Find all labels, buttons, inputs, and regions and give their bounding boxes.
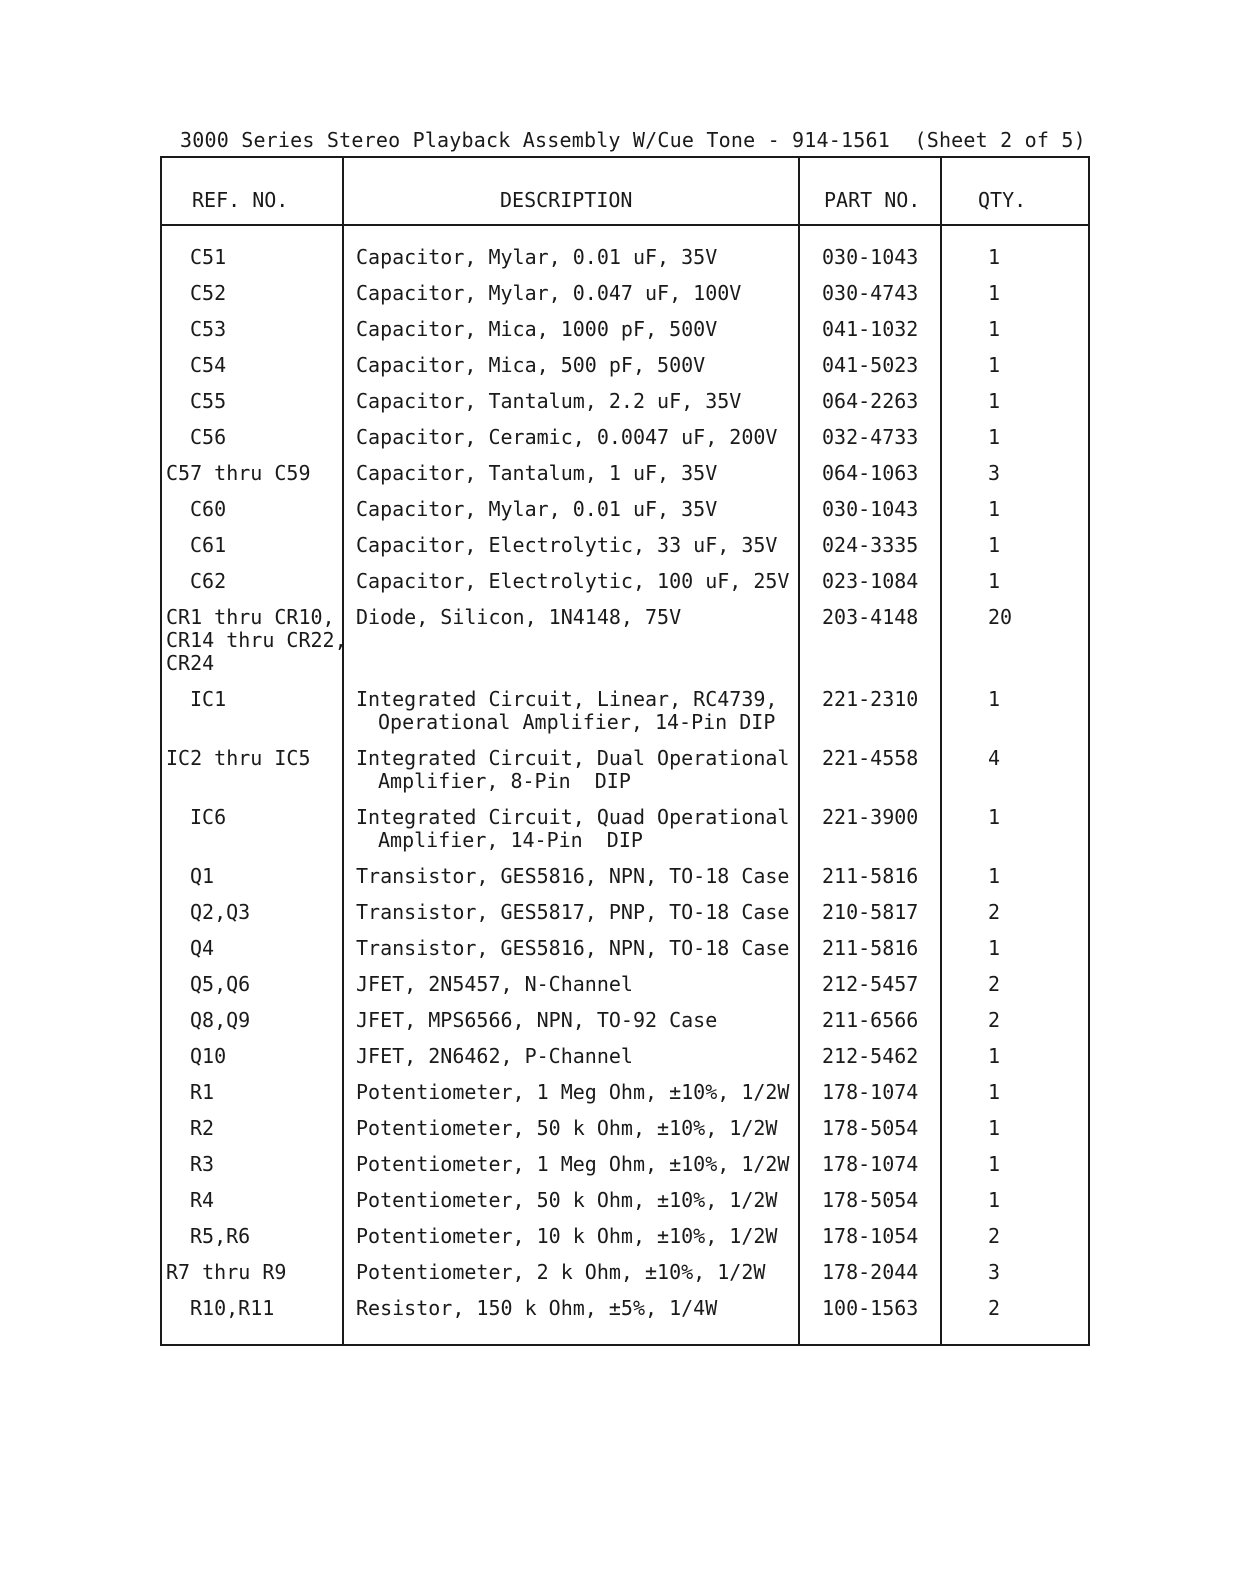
description-cell xyxy=(356,901,794,924)
qty-cell: 1 xyxy=(988,936,1001,960)
ref-no-cell xyxy=(190,426,366,449)
qty-cell: 1 xyxy=(988,1188,1001,1212)
ref-no-line: C56 xyxy=(190,425,227,449)
qty-cell: 1 xyxy=(988,864,1001,888)
description-line: Potentiometer, 10 k Ohm, ±10%, 1/2W xyxy=(356,1224,778,1248)
part-no-cell: 041-1032 xyxy=(822,317,919,341)
part-no-cell: 064-2263 xyxy=(822,389,919,413)
table-row xyxy=(162,937,1088,973)
qty-cell: 1 xyxy=(988,245,1001,269)
description-line: Potentiometer, 1 Meg Ohm, ±10%, 1/2W xyxy=(356,1080,790,1104)
part-no-cell: 100-1563 xyxy=(822,1296,919,1320)
part-no-cell: 211-5816 xyxy=(822,864,919,888)
qty-cell: 1 xyxy=(988,317,1001,341)
description-line: Capacitor, Mylar, 0.01 uF, 35V xyxy=(356,497,718,521)
table-row xyxy=(162,1117,1088,1153)
part-no-cell: 178-1074 xyxy=(822,1152,919,1176)
description-cell xyxy=(356,747,794,793)
description-cell xyxy=(356,1225,794,1248)
description-line: Capacitor, Ceramic, 0.0047 uF, 200V xyxy=(356,425,778,449)
part-no-cell: 024-3335 xyxy=(822,533,919,557)
ref-no-cell xyxy=(190,865,366,888)
ref-no-cell xyxy=(190,901,366,924)
part-no-cell: 023-1084 xyxy=(822,569,919,593)
description-cell xyxy=(356,865,794,888)
ref-no-line: R10,R11 xyxy=(190,1296,275,1320)
description-cell xyxy=(356,354,794,377)
ref-no-line: R3 xyxy=(190,1152,215,1176)
qty-cell: 1 xyxy=(988,497,1001,521)
description-cell xyxy=(356,1261,794,1284)
qty-cell: 3 xyxy=(988,461,1001,485)
ref-no-line: Q10 xyxy=(190,1044,227,1068)
ref-no-cell xyxy=(190,1045,366,1068)
qty-cell: 3 xyxy=(988,1260,1001,1284)
part-no-cell: 064-1063 xyxy=(822,461,919,485)
description-line: Transistor, GES5816, NPN, TO-18 Case xyxy=(356,936,790,960)
description-cell xyxy=(356,1045,794,1068)
description-line: Capacitor, Electrolytic, 100 uF, 25V xyxy=(356,569,790,593)
qty-cell: 1 xyxy=(988,1152,1001,1176)
ref-no-cell xyxy=(190,806,366,829)
description-cell xyxy=(356,973,794,996)
ref-no-cell xyxy=(190,973,366,996)
ref-no-line: Q5,Q6 xyxy=(190,972,251,996)
description-cell xyxy=(356,534,794,557)
description-line: Integrated Circuit, Quad Operational xyxy=(356,805,790,829)
part-no-cell: 178-5054 xyxy=(822,1116,919,1140)
ref-no-line: Q1 xyxy=(190,864,215,888)
description-cell xyxy=(356,806,794,852)
description-cell xyxy=(356,426,794,449)
part-no-cell: 221-4558 xyxy=(822,746,919,770)
table-row xyxy=(162,1153,1088,1189)
ref-no-cell xyxy=(190,498,366,521)
description-line: Capacitor, Mica, 1000 pF, 500V xyxy=(356,317,718,341)
description-cell xyxy=(356,1153,794,1176)
qty-cell: 1 xyxy=(988,1116,1001,1140)
qty-cell: 2 xyxy=(988,1224,1001,1248)
part-no-cell: 178-1054 xyxy=(822,1224,919,1248)
table-row xyxy=(162,1081,1088,1117)
table-row xyxy=(162,462,1088,498)
ref-no-line: R7 thru R9 xyxy=(166,1260,287,1284)
table-row xyxy=(162,1189,1088,1225)
table-row xyxy=(162,498,1088,534)
part-no-cell: 178-5054 xyxy=(822,1188,919,1212)
description-line: Amplifier, 8-Pin DIP xyxy=(378,769,631,793)
description-cell xyxy=(356,462,794,485)
table-row xyxy=(162,973,1088,1009)
ref-no-line: C53 xyxy=(190,317,227,341)
description-line: Integrated Circuit, Dual Operational xyxy=(356,746,790,770)
table-row xyxy=(162,354,1088,390)
ref-no-cell xyxy=(190,1297,366,1320)
ref-no-line: IC2 thru IC5 xyxy=(166,746,311,770)
qty-cell: 1 xyxy=(988,389,1001,413)
description-cell xyxy=(356,1009,794,1032)
description-line: Potentiometer, 1 Meg Ohm, ±10%, 1/2W xyxy=(356,1152,790,1176)
ref-no-cell xyxy=(190,1189,366,1212)
header-part-no: PART NO. xyxy=(824,188,921,212)
part-no-cell: 212-5462 xyxy=(822,1044,919,1068)
ref-no-line: C54 xyxy=(190,353,227,377)
qty-cell: 2 xyxy=(988,900,1001,924)
table-row xyxy=(162,1045,1088,1081)
ref-no-cell xyxy=(166,747,342,770)
header-divider xyxy=(162,224,1088,226)
description-line: Diode, Silicon, 1N4148, 75V xyxy=(356,605,682,629)
ref-no-line: CR24 xyxy=(166,651,215,675)
qty-cell: 1 xyxy=(988,687,1001,711)
ref-no-cell xyxy=(190,1225,366,1248)
ref-no-cell xyxy=(190,1117,366,1140)
table-row xyxy=(162,1225,1088,1261)
ref-no-line: C61 xyxy=(190,533,227,557)
ref-no-cell xyxy=(190,282,366,305)
qty-cell: 2 xyxy=(988,1008,1001,1032)
ref-no-line: IC6 xyxy=(190,805,227,829)
description-line: Transistor, GES5817, PNP, TO-18 Case xyxy=(356,900,790,924)
ref-no-line: CR1 thru CR10, xyxy=(166,605,335,629)
table-row xyxy=(162,806,1088,865)
part-no-cell: 041-5023 xyxy=(822,353,919,377)
ref-no-line: C57 thru C59 xyxy=(166,461,311,485)
description-cell xyxy=(356,318,794,341)
parts-table xyxy=(160,156,1090,1346)
description-line: Potentiometer, 50 k Ohm, ±10%, 1/2W xyxy=(356,1116,778,1140)
description-cell xyxy=(356,246,794,269)
header-ref-no: REF. NO. xyxy=(192,188,289,212)
table-row xyxy=(162,390,1088,426)
qty-cell: 1 xyxy=(988,1044,1001,1068)
description-line: Operational Amplifier, 14-Pin DIP xyxy=(378,710,776,734)
ref-no-line: Q4 xyxy=(190,936,215,960)
part-no-cell: 030-1043 xyxy=(822,497,919,521)
description-line: JFET, MPS6566, NPN, TO-92 Case xyxy=(356,1008,718,1032)
table-row xyxy=(162,688,1088,747)
ref-no-line: C52 xyxy=(190,281,227,305)
part-no-cell: 211-5816 xyxy=(822,936,919,960)
table-row xyxy=(162,246,1088,282)
part-no-cell: 212-5457 xyxy=(822,972,919,996)
qty-cell: 1 xyxy=(988,533,1001,557)
table-row xyxy=(162,1261,1088,1297)
qty-cell: 20 xyxy=(988,605,1013,629)
ref-no-line: C60 xyxy=(190,497,227,521)
part-no-cell: 221-2310 xyxy=(822,687,919,711)
ref-no-cell xyxy=(190,534,366,557)
description-line: Integrated Circuit, Linear, RC4739, xyxy=(356,687,778,711)
part-no-cell: 030-1043 xyxy=(822,245,919,269)
ref-no-cell xyxy=(190,246,366,269)
ref-no-cell xyxy=(190,688,366,711)
table-row xyxy=(162,865,1088,901)
ref-no-cell xyxy=(166,605,347,675)
qty-cell: 2 xyxy=(988,972,1001,996)
ref-no-cell xyxy=(166,462,342,485)
description-cell xyxy=(356,688,794,734)
qty-cell: 2 xyxy=(988,1296,1001,1320)
description-cell xyxy=(356,282,794,305)
description-cell xyxy=(356,1117,794,1140)
part-no-cell: 211-6566 xyxy=(822,1008,919,1032)
ref-no-line: R1 xyxy=(190,1080,215,1104)
description-cell xyxy=(356,1297,794,1320)
description-line: Capacitor, Tantalum, 2.2 uF, 35V xyxy=(356,389,742,413)
description-line: Potentiometer, 2 k Ohm, ±10%, 1/2W xyxy=(356,1260,766,1284)
ref-no-line: R4 xyxy=(190,1188,215,1212)
ref-no-cell xyxy=(190,1081,366,1104)
description-cell xyxy=(356,937,794,960)
description-cell xyxy=(356,606,794,629)
qty-cell: 4 xyxy=(988,746,1001,770)
table-row xyxy=(162,426,1088,462)
table-row xyxy=(162,747,1088,806)
qty-cell: 1 xyxy=(988,425,1001,449)
header-description: DESCRIPTION xyxy=(500,188,633,212)
description-cell xyxy=(356,498,794,521)
table-row xyxy=(162,570,1088,606)
ref-no-cell xyxy=(190,1153,366,1176)
ref-no-cell xyxy=(190,318,366,341)
qty-cell: 1 xyxy=(988,1080,1001,1104)
qty-cell: 1 xyxy=(988,569,1001,593)
qty-cell: 1 xyxy=(988,805,1001,829)
ref-no-cell xyxy=(190,354,366,377)
ref-no-line: R2 xyxy=(190,1116,215,1140)
part-no-cell: 210-5817 xyxy=(822,900,919,924)
description-line: Amplifier, 14-Pin DIP xyxy=(378,828,643,852)
description-line: Capacitor, Mylar, 0.047 uF, 100V xyxy=(356,281,742,305)
table-body xyxy=(162,246,1088,1333)
table-row xyxy=(162,534,1088,570)
description-line: JFET, 2N6462, P-Channel xyxy=(356,1044,633,1068)
page-title: 3000 Series Stereo Playback Assembly W/Cue Tone - 914-1561 (Sheet 2 of 5) xyxy=(180,128,1086,152)
ref-no-line: C51 xyxy=(190,245,227,269)
part-no-cell: 178-1074 xyxy=(822,1080,919,1104)
description-line: JFET, 2N5457, N-Channel xyxy=(356,972,633,996)
ref-no-line: Q2,Q3 xyxy=(190,900,251,924)
ref-no-line: R5,R6 xyxy=(190,1224,251,1248)
description-cell xyxy=(356,390,794,413)
table-row xyxy=(162,1009,1088,1045)
description-line: Transistor, GES5816, NPN, TO-18 Case xyxy=(356,864,790,888)
part-no-cell: 032-4733 xyxy=(822,425,919,449)
ref-no-line: CR14 thru CR22, xyxy=(166,628,347,652)
part-no-cell: 203-4148 xyxy=(822,605,919,629)
ref-no-cell xyxy=(190,1009,366,1032)
ref-no-line: C55 xyxy=(190,389,227,413)
ref-no-line: Q8,Q9 xyxy=(190,1008,251,1032)
description-cell xyxy=(356,570,794,593)
table-row xyxy=(162,282,1088,318)
part-no-cell: 178-2044 xyxy=(822,1260,919,1284)
header-qty: QTY. xyxy=(978,188,1027,212)
description-line: Resistor, 150 k Ohm, ±5%, 1/4W xyxy=(356,1296,718,1320)
ref-no-cell xyxy=(190,570,366,593)
table-row xyxy=(162,1297,1088,1333)
part-no-cell: 221-3900 xyxy=(822,805,919,829)
qty-cell: 1 xyxy=(988,353,1001,377)
description-cell xyxy=(356,1189,794,1212)
ref-no-cell xyxy=(190,390,366,413)
qty-cell: 1 xyxy=(988,281,1001,305)
description-line: Capacitor, Electrolytic, 33 uF, 35V xyxy=(356,533,778,557)
description-line: Capacitor, Tantalum, 1 uF, 35V xyxy=(356,461,718,485)
part-no-cell: 030-4743 xyxy=(822,281,919,305)
table-row xyxy=(162,606,1088,688)
description-line: Potentiometer, 50 k Ohm, ±10%, 1/2W xyxy=(356,1188,778,1212)
ref-no-line: IC1 xyxy=(190,687,227,711)
description-cell xyxy=(356,1081,794,1104)
description-line: Capacitor, Mica, 500 pF, 500V xyxy=(356,353,706,377)
ref-no-cell xyxy=(166,1261,342,1284)
table-row xyxy=(162,318,1088,354)
description-line: Capacitor, Mylar, 0.01 uF, 35V xyxy=(356,245,718,269)
ref-no-cell xyxy=(190,937,366,960)
ref-no-line: C62 xyxy=(190,569,227,593)
table-row xyxy=(162,901,1088,937)
